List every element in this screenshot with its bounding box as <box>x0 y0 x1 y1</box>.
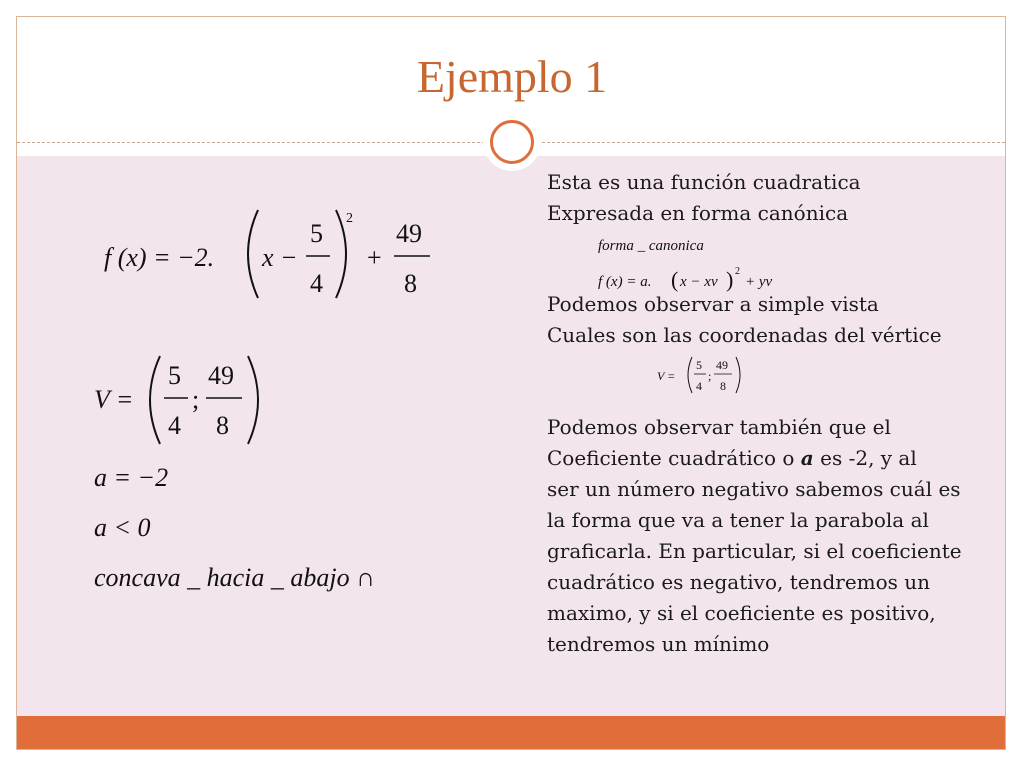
slide-title: Ejemplo 1 <box>416 51 608 102</box>
canon-tail: + yv <box>745 274 773 290</box>
para-line-5: graficarla. En particular, si el coeficiente <box>547 539 962 563</box>
function-x-minus: x − <box>262 243 298 272</box>
small-vertex-lhs: V = <box>657 369 676 383</box>
concavity-text: concava _ hacia _ abajo ∩ <box>94 563 375 592</box>
small-vertex-num2: 49 <box>716 358 728 372</box>
function-num2: 49 <box>396 219 422 248</box>
a-value: a = −2 <box>94 463 169 492</box>
vertex-right-paren <box>248 356 258 444</box>
para-line-4: la forma que va a tener la parabola al <box>547 508 929 532</box>
vertex-formula <box>94 356 258 444</box>
explanation-paragraph <box>547 412 962 660</box>
vertex-num2: 49 <box>208 361 234 390</box>
small-vertex-den1: 4 <box>696 379 702 393</box>
para-line-8: tendremos un mínimo <box>547 632 770 656</box>
left-paren <box>248 210 258 298</box>
para-line-3: ser un número negativo sabemos cuál es <box>547 477 961 501</box>
vertex-num1: 5 <box>168 361 181 390</box>
vertex-sep: ; <box>192 385 200 414</box>
function-num1: 5 <box>310 219 323 248</box>
observe-text <box>547 289 942 351</box>
vertex-left-paren <box>150 356 160 444</box>
function-formula <box>104 210 430 298</box>
small-vertex-den2: 8 <box>720 379 726 393</box>
para-line-7: maximo, y si el coeficiente es positivo, <box>547 601 936 625</box>
vertex-lhs: V = <box>94 385 134 414</box>
function-den1: 4 <box>310 269 323 298</box>
svg-text:): ) <box>726 267 734 292</box>
canon-lhs: f (x) = a. <box>598 274 652 290</box>
function-lhs: f (x) = −2. <box>104 243 215 272</box>
function-exp: 2 <box>346 211 353 226</box>
para-line-6: cuadrático es negativo, tendremos un <box>547 570 931 594</box>
intro-text <box>547 167 861 229</box>
a-sign: a < 0 <box>94 513 151 542</box>
canon-label: forma _ canonica <box>598 238 704 254</box>
intro-line-1: Esta es una función cuadratica <box>547 170 861 194</box>
svg-text:(: ( <box>671 267 679 292</box>
para-line-2: Coeficiente cuadrático o a es -2, y al <box>547 446 917 470</box>
function-plus: + <box>367 243 382 272</box>
small-vertex-sep: ; <box>708 369 712 383</box>
vertex-den1: 4 <box>168 411 181 440</box>
vertex-den2: 8 <box>216 411 229 440</box>
para-line-1: Podemos observar también que el <box>547 415 891 439</box>
right-paren <box>336 210 346 298</box>
intro-line-2: Expresada en forma canónica <box>547 201 849 225</box>
small-vertex-num1: 5 <box>696 358 702 372</box>
small-vertex-formula <box>657 357 740 393</box>
function-den2: 8 <box>404 269 417 298</box>
canon-inner: x − xv <box>680 274 718 290</box>
coefficient-a-mark: a <box>800 446 814 470</box>
canon-exp: 2 <box>735 266 740 277</box>
observe-line-1: Podemos observar a simple vista <box>547 292 879 316</box>
observe-line-2: Cuales son las coordenadas del vértice <box>547 323 942 347</box>
